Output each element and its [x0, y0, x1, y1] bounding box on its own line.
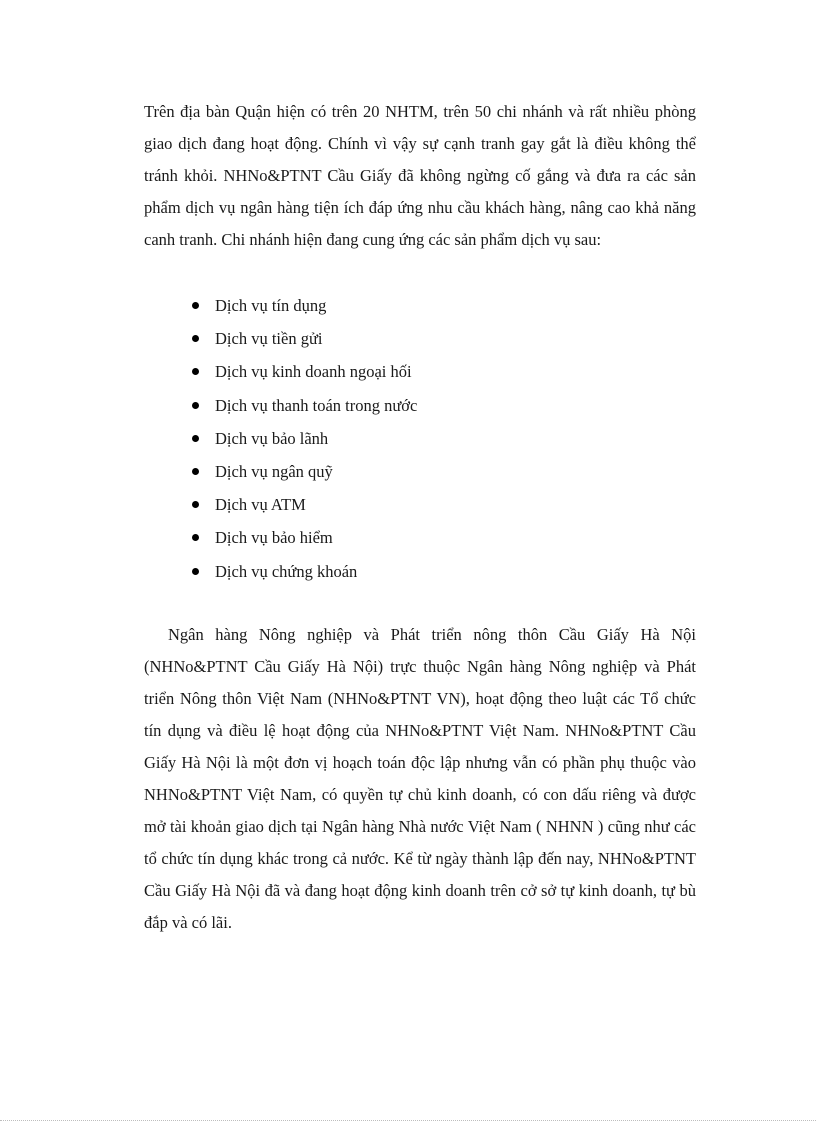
intro-paragraph: Trên địa bàn Quận hiện có trên 20 NHTM, trên 50 chi nhánh và rất nhiều phòng giao dịch đang hoạt động. Chính vì vậy sự cạnh tranh gay gắt là điều không thể tránh khỏi. NHNo&PTNT Cầu Giấy đã không ngừng cố gắng và đưa ra các sản phẩm dịch vụ ngân hàng tiện ích đáp ứng nhu cầu khách hàng, nâng cao khả năng canh tranh. Chi nhánh hiện đang cung ứng các sản phẩm dịch vụ sau:	[144, 102, 696, 249]
list-item	[192, 322, 417, 355]
service-label: Dịch vụ bảo lãnh	[215, 428, 329, 448]
services-list	[192, 289, 417, 588]
bullet-icon	[192, 568, 199, 575]
service-label: Dịch vụ thanh toán trong nước	[215, 395, 418, 415]
bullet-icon	[192, 435, 199, 442]
page-bottom-divider	[0, 1120, 816, 1121]
list-item	[192, 455, 417, 488]
list-item	[192, 555, 417, 588]
service-label: Dịch vụ bảo hiểm	[215, 528, 333, 548]
bullet-icon	[192, 501, 199, 508]
list-item	[192, 521, 417, 554]
service-label: Dịch vụ chứng khoán	[215, 561, 358, 581]
bullet-icon	[192, 402, 199, 409]
list-item	[192, 389, 417, 422]
bullet-icon	[192, 534, 199, 541]
list-item	[192, 355, 417, 388]
bullet-icon	[192, 468, 199, 475]
service-label: Dịch vụ tín dụng	[215, 296, 327, 315]
bullet-icon	[192, 302, 199, 309]
list-item	[192, 488, 417, 521]
service-label: Dịch vụ ngân quỹ	[215, 461, 333, 481]
bank-overview-paragraph: Ngân hàng Nông nghiệp và Phát triển nông thôn Cầu Giấy Hà Nội (NHNo&PTNT Cầu Giấy Hà Nội) trực thuộc Ngân hàng Nông nghiệp và Phát triển Nông thôn Việt Nam (NHNo&PTNT VN), hoạt động theo luật các Tổ chức tín dụng và điều lệ hoạt động của NHNo&PTNT Việt Nam. NHNo&PTNT Cầu Giấy Hà Nội là một đơn vị hoạch toán độc lập nhưng vẫn có phần phụ thuộc vào NHNo&PTNT Việt Nam, có quyền tự chủ kinh doanh, có con dấu riêng và được mở tài khoản giao dịch tại Ngân hàng Nhà nước Việt Nam ( NHNN ) cũng như các tổ chức tín dụng khác trong cả nước. Kể từ ngày thành lập đến nay, NHNo&PTNT Cầu Giấy Hà Nội đã và đang hoạt động kinh doanh trên cở sở tự kinh doanh, tự bù đắp và có lãi.	[144, 625, 696, 932]
service-label: Dịch vụ ATM	[215, 495, 306, 515]
list-item	[192, 422, 417, 455]
list-item	[192, 289, 417, 322]
bullet-icon	[192, 368, 199, 375]
bullet-icon	[192, 335, 199, 342]
service-label: Dịch vụ kinh doanh ngoại hối	[215, 362, 412, 382]
service-label: Dịch vụ tiền gửi	[215, 329, 323, 349]
